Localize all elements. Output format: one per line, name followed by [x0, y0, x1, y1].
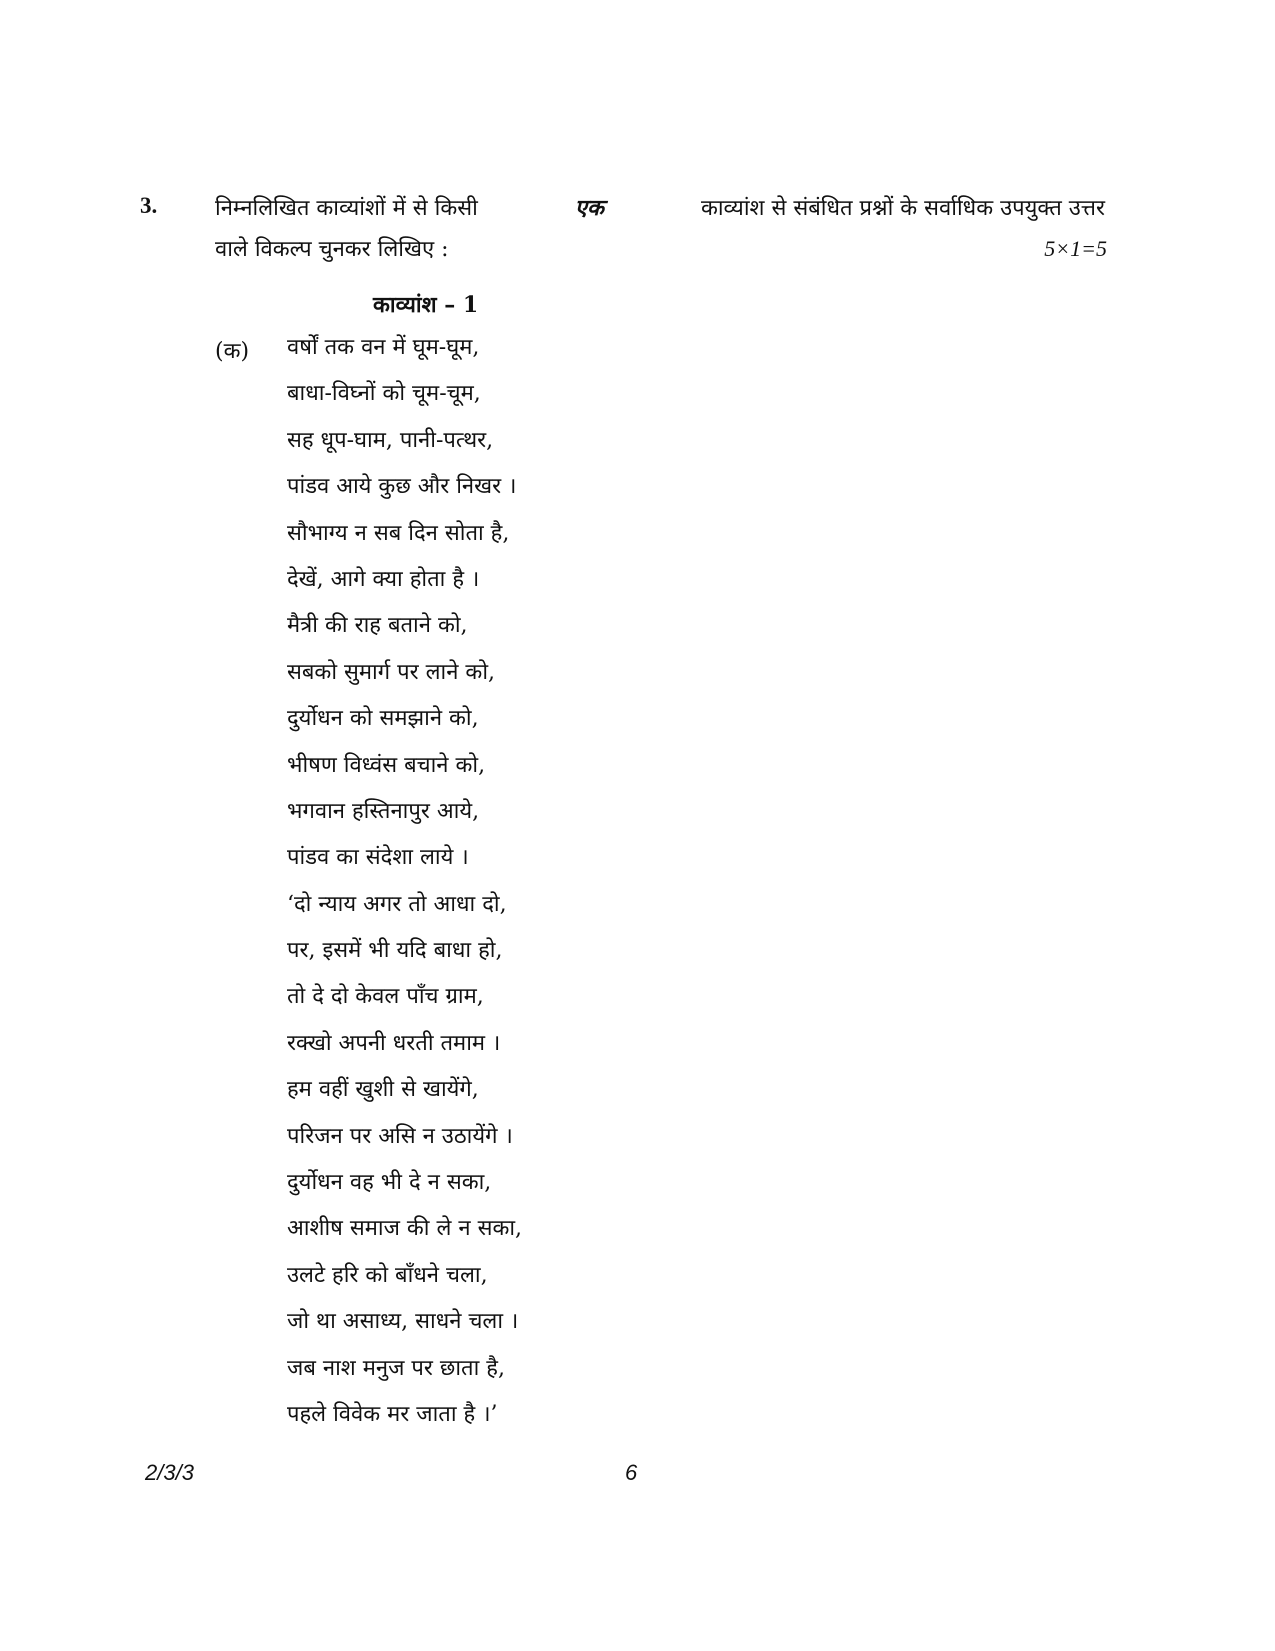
- section-heading: काव्यांश – 1: [373, 292, 479, 318]
- poem-lines: [287, 333, 522, 1446]
- question-emphasis: एक: [574, 195, 604, 221]
- poem-line: सह धूप-घाम, पानी-पत्थर,: [287, 427, 494, 453]
- poem-line: उलटे हरि को बाँधने चला,: [287, 1262, 488, 1288]
- poem-line: जो था असाध्य, साधने चला ।: [287, 1309, 519, 1335]
- poem-line: देखें, आगे क्या होता है ।: [287, 566, 480, 592]
- poem-line: पांडव आये कुछ और निखर ।: [287, 474, 517, 500]
- poem-line: जब नाश मनुज पर छाता है,: [287, 1355, 505, 1381]
- poem-line: वर्षों तक वन में घूम-घूम,: [287, 335, 480, 360]
- poem-line: दुर्योधन वह भी दे न सका,: [287, 1170, 492, 1196]
- question-text-part-1: निम्नलिखित काव्यांशों में से किसी: [215, 196, 478, 221]
- poem-line: आशीष समाज की ले न सका,: [287, 1216, 523, 1242]
- poem-line: सौभाग्य न सब दिन सोता है,: [287, 520, 510, 546]
- question-text-line-1: [215, 192, 1105, 222]
- question-number: 3.: [140, 193, 158, 218]
- marks-allocation: 5×1=5: [1044, 236, 1107, 261]
- poem-line: मैत्री की राह बताने को,: [287, 613, 468, 639]
- poem-line: परिजन पर असि न उठायेंगे ।: [287, 1123, 513, 1149]
- poem-line: पहले विवेक मर जाता है ।’: [287, 1401, 498, 1427]
- question-text-line-2: वाले विकल्प चुनकर लिखिए :: [215, 237, 449, 262]
- poem-line: रक्खो अपनी धरती तमाम ।: [287, 1030, 501, 1056]
- poem-line: दुर्योधन को समझाने को,: [287, 706, 479, 732]
- page-number: 6: [625, 1460, 638, 1485]
- poem-line: तो दे दो केवल पाँच ग्राम,: [287, 984, 484, 1010]
- poem-line: बाधा-विघ्नों को चूम-चूम,: [287, 381, 481, 407]
- option-label: (क): [215, 339, 250, 364]
- question-text-part-2: काव्यांश से संबंधित प्रश्नों के सर्वाधिक उपयुक्त उत्तर: [700, 196, 1105, 221]
- poem-line: भीषण विध्वंस बचाने को,: [287, 752, 486, 778]
- poem-line: सबको सुमार्ग पर लाने को,: [287, 659, 496, 685]
- poem-line: पांडव का संदेशा लाये ।: [287, 845, 469, 871]
- poem-line: हम वहीं खुशी से खायेंगे,: [287, 1077, 479, 1103]
- poem-line: पर, इसमें भी यदि बाधा हो,: [287, 938, 503, 964]
- poem-line: ‘दो न्याय अगर तो आधा दो,: [287, 891, 507, 917]
- poem-line: भगवान हस्तिनापुर आये,: [287, 798, 480, 824]
- paper-code: 2/3/3: [145, 1460, 194, 1485]
